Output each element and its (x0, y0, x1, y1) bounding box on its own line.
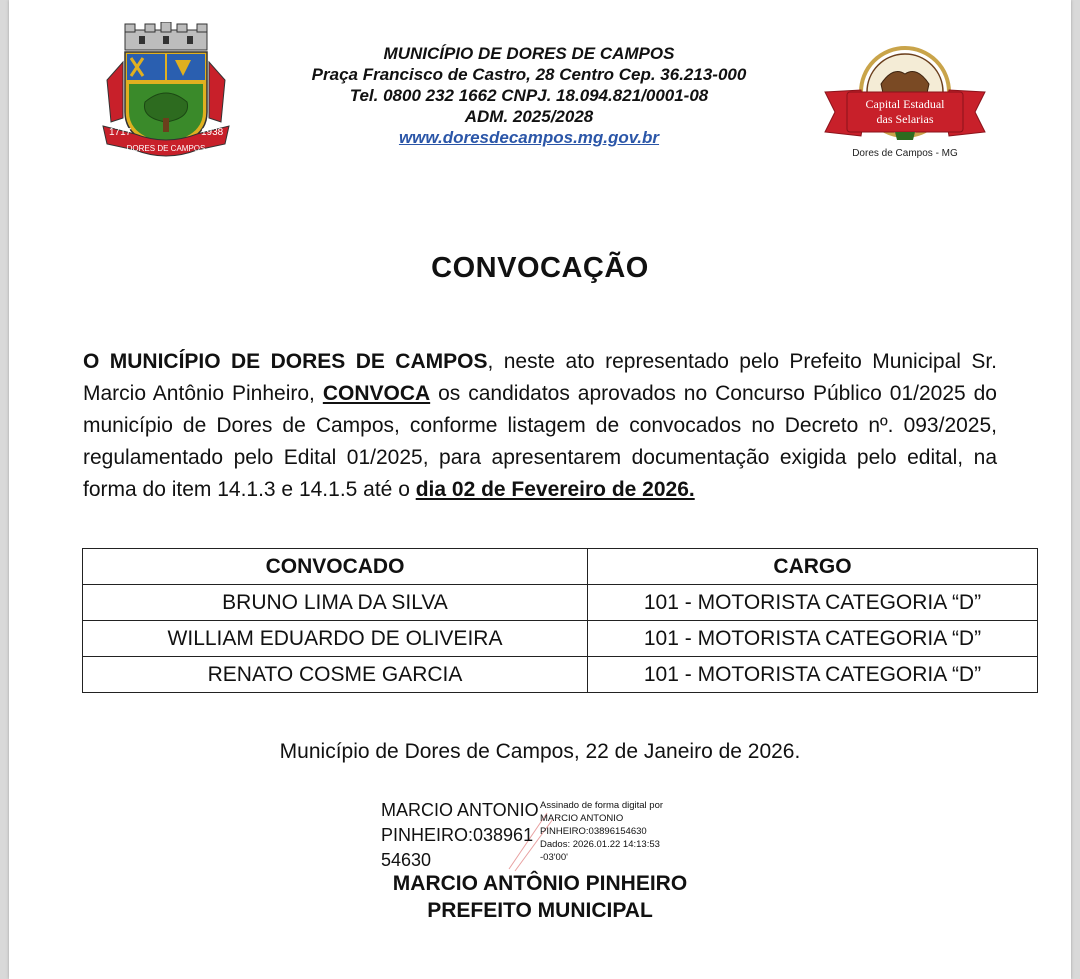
letterhead (259, 43, 799, 148)
crest-year-right: 1938 (201, 127, 224, 138)
body-part2: os candidatos aprovados no Concurso Público 01/2025 do município de Dores de Campos, conforme listagem de convocados no Decreto nº. 093/2025, regulamentado pelo Edital 01/2025, para apresentarem documentação exigida pelo edital, na forma do item 14.1.3 e 14.1.5 até o (83, 382, 997, 501)
convocation-paragraph (83, 346, 997, 506)
cell-convocado: WILLIAM EDUARDO DE OLIVEIRA (83, 621, 588, 657)
document-title: CONVOCAÇÃO (431, 252, 649, 284)
cell-convocado: BRUNO LIMA DA SILVA (83, 585, 588, 621)
sig-meta-line: -03'00' (540, 852, 568, 863)
table-row (83, 657, 1038, 693)
municipality-name: MUNICÍPIO DE DORES DE CAMPOS (383, 44, 675, 63)
capital-selarias-badge (821, 40, 997, 164)
table-header-row (83, 549, 1038, 585)
cell-convocado: RENATO COSME GARCIA (83, 657, 588, 693)
convocados-table (82, 548, 1038, 693)
signatory-block (9, 870, 1071, 924)
cell-cargo: 101 - MOTORISTA CATEGORIA “D” (588, 585, 1038, 621)
badge-caption: Dores de Campos - MG (852, 148, 958, 159)
badge-line1: Capital Estadual (865, 97, 945, 111)
document-page (9, 0, 1071, 979)
administration: ADM. 2025/2028 (464, 107, 594, 126)
header-convocado: CONVOCADO (83, 549, 588, 585)
digital-signature-name (381, 798, 539, 873)
body-part1: , neste ato representado pelo Prefeito Municipal Sr. Marcio Antônio Pinheiro, (83, 350, 998, 405)
header-cargo: CARGO (588, 549, 1038, 585)
cell-cargo: 101 - MOTORISTA CATEGORIA “D” (588, 657, 1038, 693)
sig-meta-line: Dados: 2026.01.22 14:13:53 (540, 839, 660, 850)
sig-meta-line: Assinado de forma digital por (540, 800, 664, 811)
website-link[interactable]: www.doresdecampos.mg.gov.br (398, 128, 660, 147)
sig-name-line: 54630 (381, 850, 432, 870)
table-row (83, 621, 1038, 657)
sig-name-line: MARCIO ANTONIO (381, 800, 539, 820)
coat-of-arms-logo (95, 22, 237, 164)
digital-signature-meta (540, 799, 663, 864)
table-row (83, 585, 1038, 621)
signatory-role: PREFEITO MUNICIPAL (427, 899, 653, 922)
address: Praça Francisco de Castro, 28 Centro Cep. 36.213-000 (311, 65, 747, 84)
date-line: Município de Dores de Campos, 22 de Janeiro de 2026. (279, 740, 801, 763)
body-deadline: dia 02 de Fevereiro de 2026. (415, 478, 695, 501)
body-convoca: CONVOCA (322, 382, 431, 405)
phone-cnpj: Tel. 0800 232 1662 CNPJ. 18.094.821/0001-08 (349, 86, 709, 105)
badge-line2: das Selarias (876, 112, 934, 126)
cell-cargo: 101 - MOTORISTA CATEGORIA “D” (588, 621, 1038, 657)
sig-name-line: PINHEIRO:038961 (381, 825, 534, 845)
crest-banner-text: DORES DE CAMPOS (126, 144, 206, 153)
sig-meta-line: MARCIO ANTONIO (540, 813, 624, 824)
crest-year-left: 1717 (109, 127, 132, 138)
sig-meta-line: PINHEIRO:03896154630 (540, 826, 647, 837)
signatory-name: MARCIO ANTÔNIO PINHEIRO (392, 872, 688, 895)
body-org: O MUNICÍPIO DE DORES DE CAMPOS (83, 350, 488, 373)
